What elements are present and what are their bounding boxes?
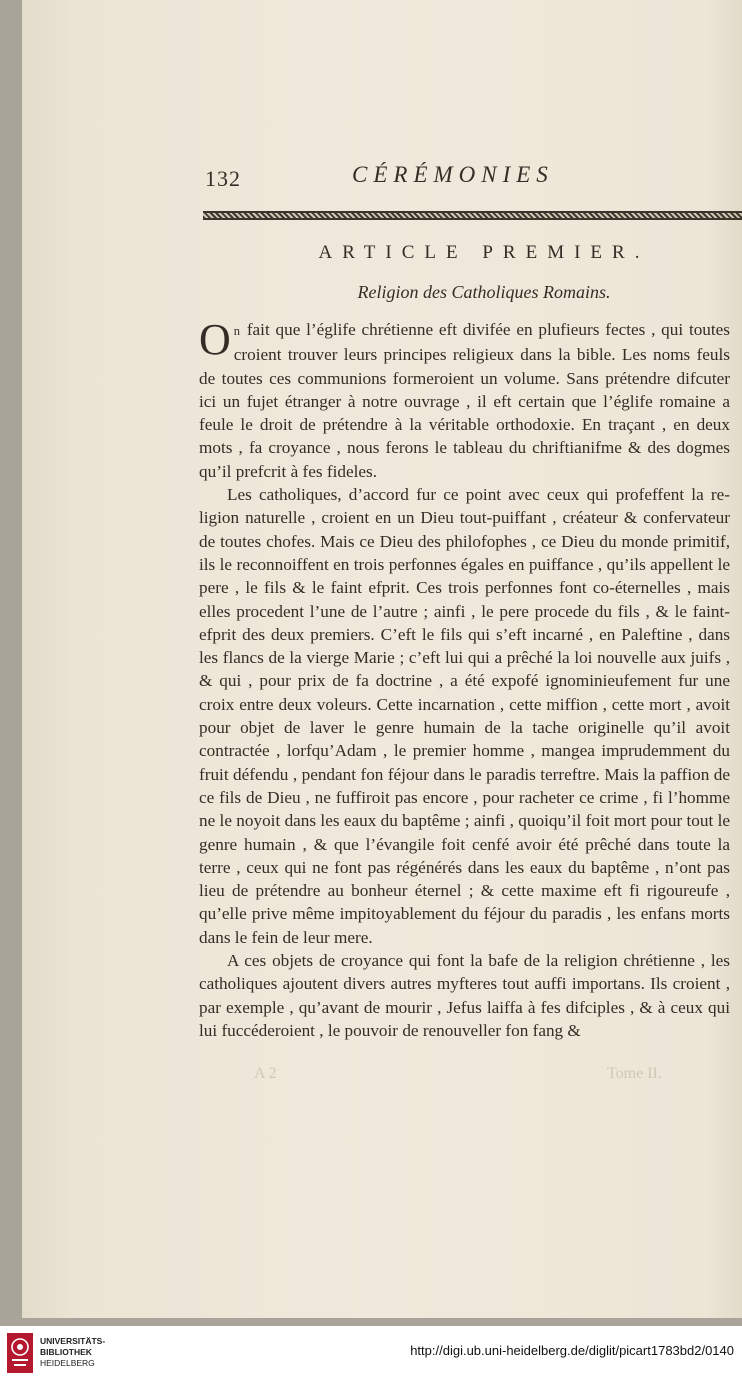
university-seal-icon xyxy=(7,1333,33,1373)
drop-cap: O xyxy=(199,315,231,364)
ornamental-rule xyxy=(203,211,742,220)
library-name xyxy=(40,1336,105,1369)
running-head: CÉRÉMONIES xyxy=(352,162,554,187)
library-line-3: HEIDELBERG xyxy=(40,1358,95,1368)
first-word-rest: n xyxy=(233,324,242,338)
library-line-1: UNIVERSITÄTS- xyxy=(40,1336,106,1346)
paragraph-1 xyxy=(199,315,730,483)
book-page xyxy=(22,0,742,1318)
library-line-2: BIBLIOTHEK xyxy=(40,1347,92,1357)
paragraph-2: Les catholiques, d’accord fur ce point avec ceux qui profeffent la religion naturelle , croient en un Dieu tout-puiffant , créateur & confervateur de toutes chofes. Mais ce Dieu des philofophes , ce Dieu du monde primitif, ils le reconnoiffent en trois perfonnes égales en puiffance , qu’ils appellent le pere , le fils & le faint efprit. Ces trois perfonnes font co-éternelles , mais elles procedent l’une de l’autre ; ainfi , le pere procede du fils , & le faint-efprit des deux premiers. C’eft le fils qui s’eft incarné , en Paleftine , dans les flancs de la vierge Marie ; c’eft lui qui a prêché la loi nouvelle aux juifs , & qui , pour prix de fa doctrine , a été expofé ignominieufement fur une croix entre deux voleurs. Cette incarnation , cette miffion , cette mort , avoit pour objet de laver le genre humain de la tache originelle qu’il avoit contractée , lorfqu’Adam , le premier homme , mangea imprudemment du fruit défendu , pendant fon féjour dans le paradis terreftre. Mais la paffion de ce fils de Dieu , ne fuffiroit pas encore , pour racheter ce crime , fi l’homme ne le noyoit dans les eaux du baptême ; ainfi , quoiqu’il foit mort pour tout le genre humain , & que l’évangile foit cenfé avoir été prêché dans toute la terre , ceux qui ne font pas régénérés dans les eaux du baptême , n’ont pas lieu de prétendre au bonheur éternel ; & cette maxime eft fi rigoureufe , qu’elle prive même impitoyablement du féjour du paradis , les enfans morts dans le fein de leur mere. xyxy=(199,485,730,947)
page-number: 132 xyxy=(205,166,241,191)
article-heading: ARTICLE PREMIER. xyxy=(318,242,650,263)
paragraph-3: A ces objets de croyance qui font la bafe de la religion chrétienne , les catholiques ajoutent divers autres myfteres tout auffi importans. Ils croient , par exemple , qu’avant de mourir , Jefus laiffa à fes difciples , & à ceux qui lui fuccéderoient , le pouvoir de renouveller fon fang & xyxy=(199,951,730,1040)
article-subtitle: Religion des Catholiques Romains. xyxy=(357,282,611,302)
paragraph-1-text: fait que l’églife chrétienne eft divifée en plufieurs fectes , qui toutes croient trouver leurs principes religieux dans la bible. Les noms feuls de toutes ces communions formeroient un volume. Sans prétendre difcuter ici un fujet étranger à notre ouvrage , il eft certain que l’églife romaine a feule le droit de prétendre à la véritable orthodoxie. En traçant , en deux mots , fa croyance , nous ferons le tableau du chriftianifme & des dogmes qu’il prefcrit à fes fideles. xyxy=(199,320,730,481)
permalink-url[interactable]: http://digi.ub.uni-heidelberg.de/diglit/picart1783bd2/0140 xyxy=(410,1343,734,1358)
bleed-through-volume: Tome II. xyxy=(607,1065,662,1082)
bleed-through-signature: A 2 xyxy=(254,1065,277,1082)
body-text xyxy=(199,315,730,1042)
viewer-footer xyxy=(0,1326,742,1383)
